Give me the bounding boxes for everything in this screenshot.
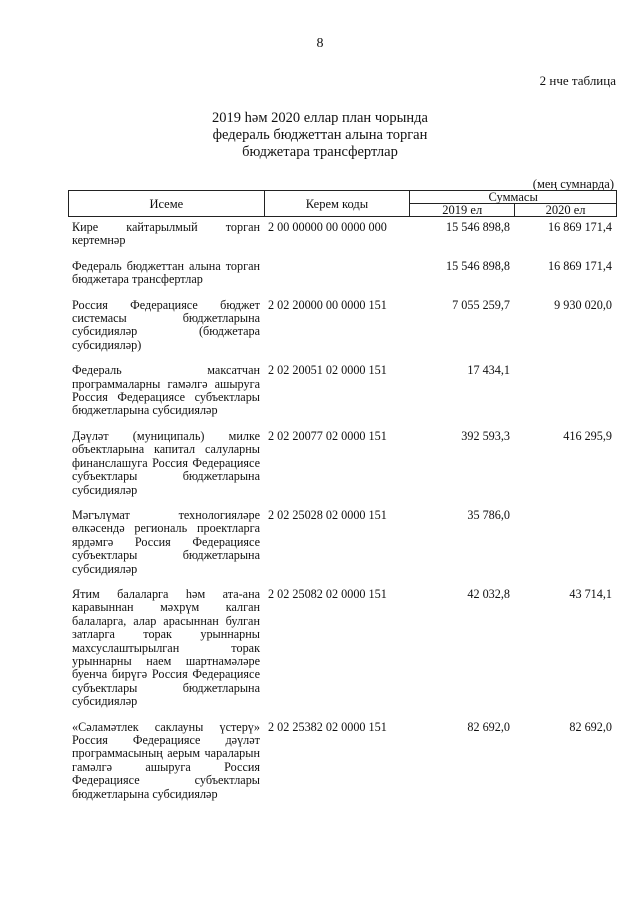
row-name: «Сәламәтлек саклауны үстерү» Россия Федерациясе дәүләт программасының аерым чараларын гамәлгә ашыруга Россия Федерациясе субъектлары бюджетларына субсидияләр — [72, 719, 260, 801]
row-name: Мәгълүмат технологияләре өлкәсендә региональ проектларга ярдәмгә Россия Федерациясе субъектлары бюджетларына субсидияләр — [72, 507, 260, 576]
document-title — [0, 110, 640, 161]
row-name: Россия Федерациясе бюджет системасы бюджетларына субсидияләр (бюджетара субсидияләр) — [72, 297, 260, 352]
row-code: 2 02 25028 02 0000 151 — [268, 507, 387, 522]
row-value-2020 — [510, 364, 612, 418]
row-value-2020: 416 295,9 — [563, 428, 612, 443]
table-label: 2 нче таблица — [539, 73, 616, 88]
row-value-2019: 42 032,8 — [467, 586, 510, 601]
units-note: (мең сумнарда) — [532, 177, 614, 191]
table-row — [72, 509, 617, 576]
table-row — [72, 364, 617, 418]
row-value-2020: 9 930 020,0 — [554, 297, 612, 312]
header-sums: Суммасы — [410, 191, 617, 204]
row-value-2020: 16 869 171,4 — [548, 220, 612, 234]
table-body — [72, 221, 617, 813]
row-value-2019: 392 593,3 — [461, 428, 510, 443]
row-name: Федераль бюджеттан алына торган бюджетара трансфертлар — [72, 258, 260, 287]
table-row — [72, 221, 617, 248]
title-line-3: бюджетара трансфертлар — [242, 144, 398, 160]
row-code — [260, 260, 426, 287]
table-row — [72, 430, 617, 497]
row-value-2020 — [510, 509, 612, 576]
row-name: Ятим балаларга һәм ата-ана каравыннан мәхрүм калган балаларга, алар арасыннан булган затларга торак урыннарны махсуслаштырылган торак урыннарны наем шартнамәләре буенча бирүгә Россия Федерациясе субъектлары бюджетларына субсидияләр — [72, 586, 260, 709]
header-name: Исеме — [69, 191, 265, 217]
title-line-1: 2019 һәм 2020 еллар план чорында — [212, 110, 428, 126]
row-code: 2 02 20000 00 0000 151 — [268, 297, 387, 312]
row-value-2019: 82 692,0 — [467, 719, 510, 734]
table-header — [68, 190, 617, 217]
row-value-2019: 17 434,1 — [467, 363, 510, 378]
row-value-2019: 15 546 898,8 — [446, 220, 510, 234]
row-code: 2 02 20077 02 0000 151 — [268, 428, 387, 443]
header-2020: 2020 ел — [515, 204, 617, 217]
table-row — [72, 260, 617, 287]
table-row — [72, 299, 617, 353]
row-value-2020: 16 869 171,4 — [548, 258, 612, 273]
row-value-2020: 82 692,0 — [569, 719, 612, 734]
header-2019: 2019 ел — [410, 204, 515, 217]
row-value-2019: 35 786,0 — [467, 507, 510, 522]
row-name: Федераль максатчан программаларны гамәлгә ашыруга Россия Федерациясе субъектлары бюджетларына субсидияләр — [72, 363, 260, 418]
table-row — [72, 721, 617, 801]
row-value-2019: 15 546 898,8 — [446, 258, 510, 273]
row-name: Дәүләт (муниципаль) милке объектларына капитал салуларны финанслашуга Россия Федерациясе субъектлары бюджетларына субсидияләр — [72, 428, 260, 497]
row-value-2019: 7 055 259,7 — [452, 297, 510, 312]
row-code: 2 00 00000 00 0000 000 — [268, 220, 387, 234]
table-row — [72, 588, 617, 709]
header-code: Керем коды — [264, 191, 410, 217]
page-number: 8 — [316, 36, 324, 51]
row-name: Кире кайтарылмый торган кертемнәр — [72, 220, 260, 248]
row-code: 2 02 25382 02 0000 151 — [268, 719, 387, 734]
row-code: 2 02 20051 02 0000 151 — [268, 363, 387, 378]
title-line-2: федераль бюджеттан алына торган — [212, 127, 428, 143]
row-code: 2 02 25082 02 0000 151 — [268, 586, 387, 601]
row-value-2020: 43 714,1 — [569, 586, 612, 601]
